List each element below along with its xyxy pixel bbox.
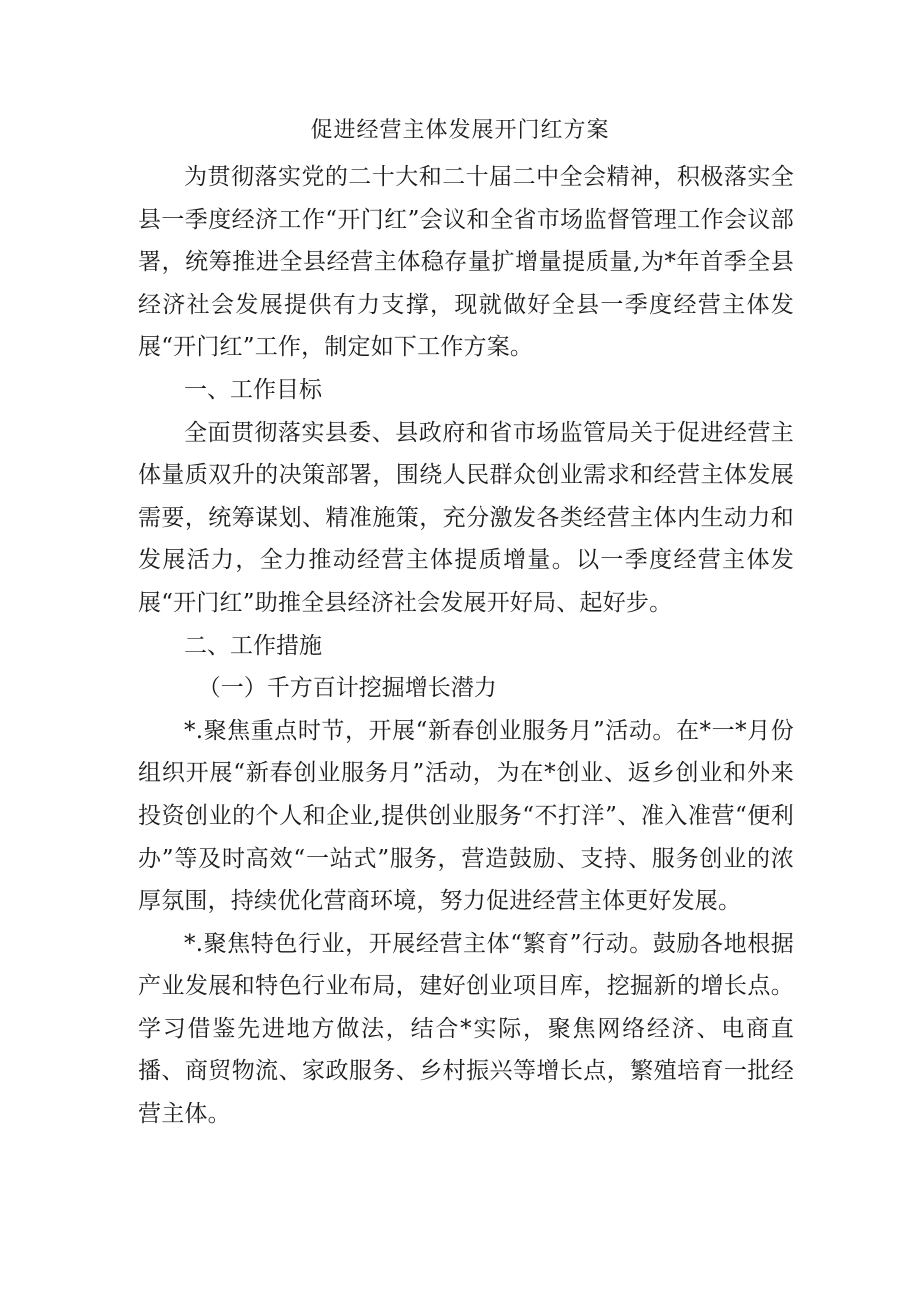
measure-item-2: *.聚焦特色行业，开展经营主体“繁育”行动。鼓励各地根据产业发展和特色行业布局，建好创业项目库，挖掘新的增长点。学习借鉴先进地方做法，结合*实际，聚焦网络经济、电商直播、商贸物流、家政服务、乡村振兴等增长点，繁殖培育一批经营主体。 [138, 930, 794, 1128]
measure-item-1: *.聚焦重点时节，开展“新春创业服务月”活动。在*一*月份组织开展“新春创业服务月”活动，为在*创业、返乡创业和外来投资创业的个人和企业,提供创业服务“不打洋”、准入准营“便利办”等及时高效“一站式”服务，营造鼓励、支持、服务创业的浓厚氛围，持续优化营商环境，努力促进经营主体更好发展。 [138, 717, 794, 915]
document-body [138, 156, 794, 1136]
subsection-heading-growth: （一）千方百计挖掘增长潜力 [197, 675, 497, 702]
document-title: 促进经营主体发展开门红方案 [310, 118, 610, 143]
section-heading-goals: 一、工作目标 [184, 376, 322, 403]
intro-paragraph: 为贯彻落实党的二十大和二十届二中全会精神，积极落实全县一季度经济工作“开门红”会议和全省市场监督管理工作会议部署，统筹推进全县经营主体稳存量扩增量提质量,为*年首季全县经济社会发展提供有力支撑，现就做好全县一季度经营主体发展“开门红”工作，制定如下工作方案。 [138, 164, 794, 361]
section-heading-measures: 二、工作措施 [184, 632, 322, 659]
goals-paragraph: 全面贯彻落实县委、县政府和省市场监管局关于促进经营主体量质双升的决策部署，围绕人民群众创业需求和经营主体发展需要，统筹谋划、精准施策，充分激发各类经营主体内生动力和发展活力，全力推动经营主体提质增量。以一季度经营主体发展“开门红”助推全县经济社会发展开好局、起好步。 [138, 419, 794, 616]
